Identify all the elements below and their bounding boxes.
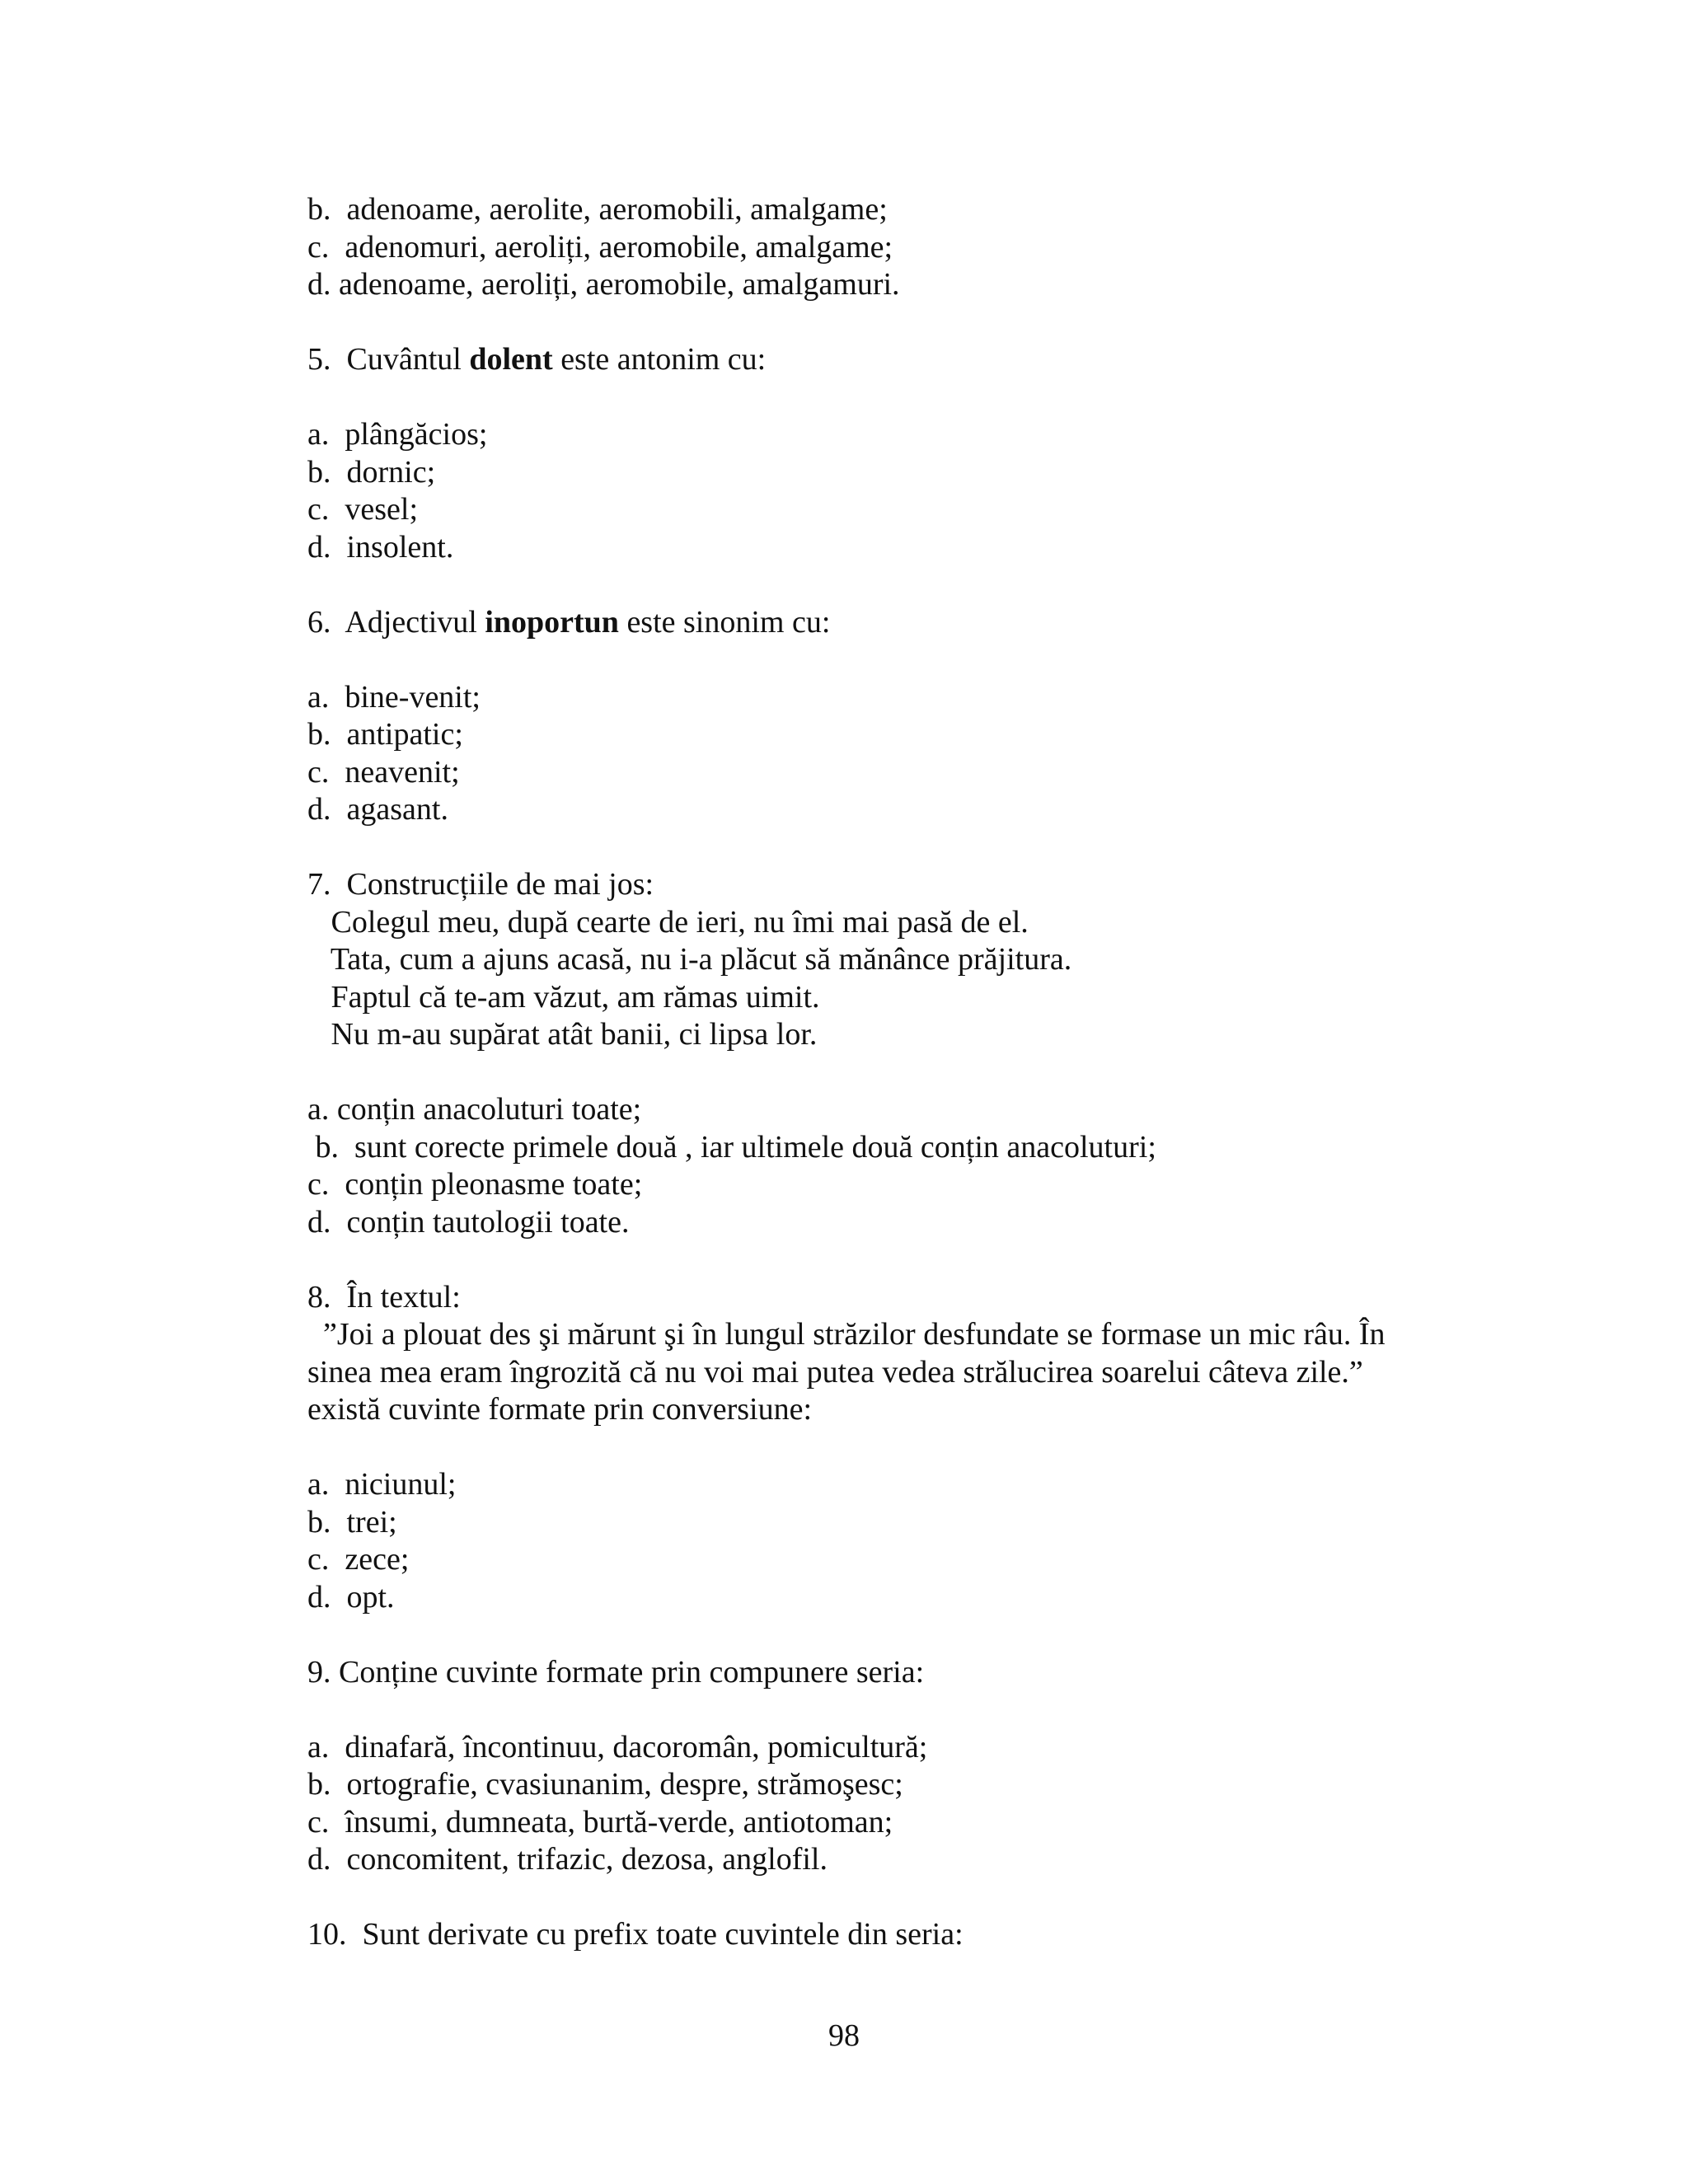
option-a: a. conțin anacoluturi toate;: [307, 1092, 642, 1127]
stem-text: 6. Adjectivul: [307, 604, 485, 640]
option-b: b. dornic;: [307, 454, 436, 490]
option-d: d. agasant.: [307, 792, 448, 827]
option-b: b. adenoame, aerolite, aeromobili, amalgame;: [307, 192, 888, 227]
option-c: c. adenomuri, aeroliți, aeromobile, amalgame;: [307, 229, 893, 265]
example-sentence: Tata, cum a ajuns acasă, nu i-a plăcut să mănânce prăjitura.: [307, 942, 1072, 977]
question-8-prompt: există cuvinte formate prin conversiune:: [307, 1392, 813, 1427]
option-c: c. vesel;: [307, 492, 419, 527]
option-c: c. zece;: [307, 1542, 410, 1577]
quoted-text-line: sinea mea eram îngrozită că nu voi mai putea vedea strălucirea soarelui câteva zile.”: [307, 1354, 1363, 1390]
page-number: 98: [828, 2018, 860, 2053]
option-c: c. însumi, dumneata, burtă-verde, antiotoman;: [307, 1804, 893, 1840]
question-9-stem: 9. Conține cuvinte formate prin compunere seria:: [307, 1654, 925, 1690]
question-5-stem: [307, 341, 1445, 379]
question-10-stem: 10. Sunt derivate cu prefix toate cuvintele din seria:: [307, 1917, 964, 1952]
page-content: [307, 191, 1445, 1954]
option-a: a. plângăcios;: [307, 417, 488, 452]
question-5: [307, 341, 1445, 566]
question-6-stem: [307, 604, 1445, 642]
question-7: [307, 866, 1445, 1241]
option-d: d. adenoame, aeroliți, aeromobile, amalgamuri.: [307, 267, 900, 302]
keyword: dolent: [469, 342, 553, 377]
option-d: d. conțin tautologii toate.: [307, 1204, 630, 1240]
option-a: a. dinafară, încontinuu, dacoromân, pomicultură;: [307, 1729, 928, 1765]
option-b: b. sunt corecte primele două , iar ultimele două conțin anacoluturi;: [307, 1129, 1156, 1165]
option-a: a. bine-venit;: [307, 679, 481, 715]
option-b: b. antipatic;: [307, 717, 463, 752]
question-8: [307, 1279, 1445, 1617]
example-sentence: Nu m-au supărat atât banii, ci lipsa lor.: [307, 1017, 818, 1052]
option-d: d. insolent.: [307, 529, 454, 565]
question-8-stem: 8. În textul:: [307, 1279, 461, 1315]
question-6: [307, 604, 1445, 829]
example-sentence: Colegul meu, după cearte de ieri, nu îmi mai pasă de el.: [307, 904, 1029, 940]
option-c: c. neavenit;: [307, 754, 460, 790]
quoted-text-line: ”Joi a plouat des şi mărunt şi în lungul străzilor desfundate se formase un mic râu. În: [307, 1317, 1386, 1352]
option-d: d. concomitent, trifazic, dezosa, anglofil.: [307, 1842, 828, 1877]
stem-text: este antonim cu:: [552, 342, 767, 377]
question-7-stem: 7. Construcțiile de mai jos:: [307, 867, 654, 902]
option-d: d. opt.: [307, 1579, 395, 1615]
question-10: [307, 1916, 1445, 1954]
stem-text: 5. Cuvântul: [307, 342, 470, 377]
option-b: b. trei;: [307, 1504, 397, 1540]
stem-text: este sinonim cu:: [618, 604, 831, 640]
example-sentence: Faptul că te-am văzut, am rămas uimit.: [307, 979, 820, 1015]
question-4-options: [307, 191, 1445, 304]
option-b: b. ortografie, cvasiunanim, despre, strămoşesc;: [307, 1767, 903, 1802]
option-c: c. conțin pleonasme toate;: [307, 1167, 643, 1202]
question-9: [307, 1654, 1445, 1879]
keyword: inoportun: [485, 604, 619, 640]
option-a: a. niciunul;: [307, 1467, 457, 1502]
